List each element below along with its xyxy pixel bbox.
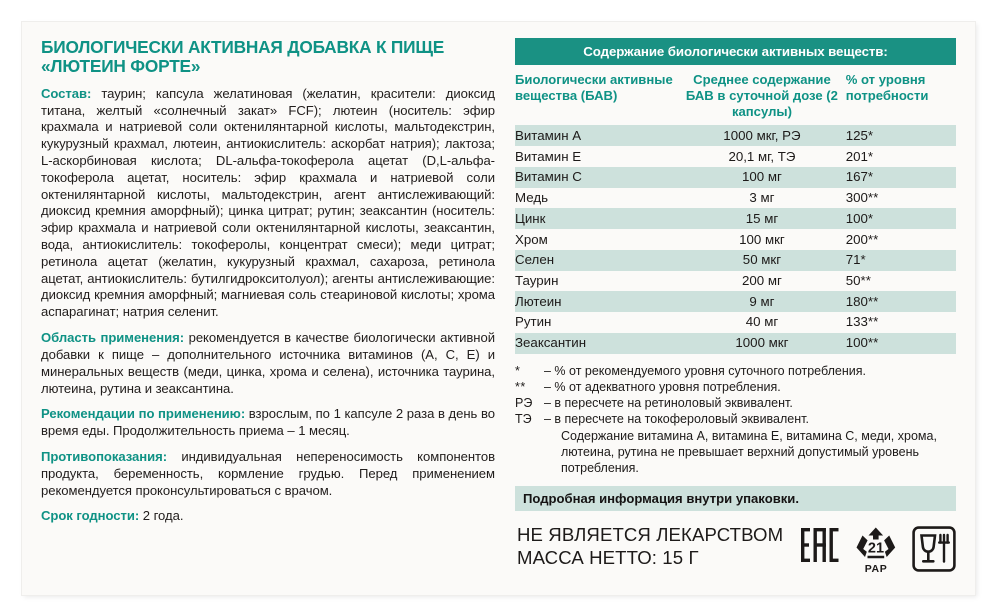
cell-substance: Витамин А bbox=[515, 125, 678, 146]
cell-percent: 180** bbox=[846, 291, 956, 312]
table-row bbox=[515, 146, 956, 167]
cell-percent: 133** bbox=[845, 314, 879, 330]
cell-amount: 3 мг bbox=[749, 190, 775, 206]
shelf-life-block bbox=[41, 508, 495, 525]
contraindications-text: индивидуальная непереносимость компонентов продукта, беременность, кормление грудью. Перед применением рекомендуется проконсультироваться с врачом. bbox=[41, 448, 495, 498]
cell-substance: Медь bbox=[515, 190, 549, 206]
usage-text: рекомендуется в качестве биологически активной добавки к пище – дополнительного источника витаминов (А, С, Е) и минеральных веществ (меди, цинка, хрома и селена), источника таурина, лютеина, рутина и зеаксантина. bbox=[41, 330, 495, 396]
cell-substance: Витамин С bbox=[515, 167, 678, 188]
footnote-marker: ** bbox=[515, 379, 526, 394]
footnote-double-star bbox=[515, 379, 956, 395]
table-row bbox=[515, 333, 956, 354]
column-header-amount: Среднее содержание БАВ в суточной дозе (2 капсулы) bbox=[685, 72, 838, 119]
cell-amount: 40 мг bbox=[745, 314, 779, 330]
page-title bbox=[41, 38, 495, 77]
composition-block bbox=[41, 86, 495, 321]
cell-substance: Витамин Е bbox=[515, 148, 582, 164]
recommendations-block bbox=[41, 406, 495, 440]
cell-substance: Хром bbox=[515, 231, 548, 247]
cell-amount: 1000 мкг, РЭ bbox=[678, 125, 846, 146]
cell-percent: 100** bbox=[846, 333, 956, 354]
cell-substance: Зеаксантин bbox=[515, 333, 678, 354]
right-nutrition-column bbox=[509, 22, 975, 595]
nutrition-table-body bbox=[515, 125, 956, 353]
composition-text: таурин; капсула желатиновая (желатин, красители: диоксид титана, желтый «солнечный закат» FCF); лютеин (носитель: эфир крахмала и натриевой соли октенилянтарной кислоты, мальтодекстрин, кукурузный крахмал, лютеин, антиокислитель: аскорбат натрия); лактоза; L-аскорбиновая кислота; DL-альфа-токоферола ацетат (D,L-альфа-токоферола ацетат, носитель: эфир крахмала и натриевой соли октенилянтарной кислоты, мальтодекстрин, агент антислеживающий: диоксид кремния аморфный); цинка цитрат; рутин; зеаксантин (носитель: эфир крахмала и натриевой соли октенилянтарной кислоты, зеаксантин, вода, антиокислитель: токоферолы, концентрат смеси); меди цитрат; ретинола ацетат (желатин, кукурузный крахмал, сахароза, ретинола ацетат, антиокислитель: бутилгидрокситолуол); агенты антислеживающие: диоксид кремния аморфный; магниевая соль стеариновой кислоты; хрома аспарагинат; натрия селенит. bbox=[41, 85, 495, 320]
certification-marks bbox=[800, 524, 956, 577]
cell-amount: 100 мг bbox=[678, 167, 846, 188]
cell-percent: 167* bbox=[846, 167, 956, 188]
product-title-line1: БИОЛОГИЧЕСКИ АКТИВНАЯ ДОБАВКА К ПИЩЕ bbox=[41, 37, 445, 57]
cell-percent: 71* bbox=[846, 250, 956, 271]
shelf-life-text: 2 года. bbox=[139, 508, 184, 524]
table-header-row bbox=[515, 68, 956, 125]
cell-percent: 100* bbox=[846, 208, 956, 229]
footnote-marker: ТЭ bbox=[515, 412, 532, 427]
product-title-line2: «ЛЮТЕИН ФОРТЕ» bbox=[41, 56, 201, 77]
recommendations-text: взрослым, по 1 капсуле 2 раза в день во время еды. Продолжительность приема – 1 месяц. bbox=[41, 406, 495, 439]
table-row bbox=[515, 250, 956, 271]
footnote-text: – в пересчете на токофероловый эквивалент. bbox=[544, 412, 809, 427]
footnote-single-star bbox=[515, 363, 956, 379]
not-a-medicine-text: НЕ ЯВЛЯЕТСЯ ЛЕКАРСТВОМ bbox=[517, 524, 784, 546]
cell-amount: 9 мг bbox=[678, 291, 846, 312]
contraindications-label: Противопоказания: bbox=[41, 448, 168, 464]
table-row bbox=[515, 188, 956, 209]
carton-panel bbox=[22, 22, 975, 595]
table-row bbox=[515, 208, 956, 229]
table-row bbox=[515, 125, 956, 146]
cell-substance: Рутин bbox=[515, 314, 552, 330]
cell-amount: 100 мкг bbox=[739, 231, 785, 247]
cell-amount: 1000 мкг bbox=[678, 333, 846, 354]
cell-percent: 200** bbox=[845, 231, 879, 247]
net-weight-text: МАССА НЕТТО: 15 Г bbox=[517, 546, 699, 568]
cell-substance: Лютеин bbox=[515, 291, 678, 312]
nutrition-table bbox=[515, 68, 956, 354]
contraindications-block bbox=[41, 449, 495, 499]
cell-substance: Цинк bbox=[515, 208, 678, 229]
pap-label: PAP bbox=[864, 563, 888, 576]
footnote-marker: * bbox=[515, 363, 521, 378]
eac-icon bbox=[800, 526, 840, 569]
cell-percent: 50** bbox=[845, 273, 871, 289]
column-header-substance: Биологически активные вещества (БАВ) bbox=[515, 72, 673, 103]
table-row bbox=[515, 312, 956, 333]
composition-label: Состав: bbox=[41, 85, 92, 101]
table-row bbox=[515, 291, 956, 312]
footnote-retinol-equivalent bbox=[515, 395, 956, 411]
cell-amount: 20,1 мг, ТЭ bbox=[728, 148, 796, 164]
cell-substance: Селен bbox=[515, 250, 678, 271]
table-row bbox=[515, 167, 956, 188]
usage-label: Область применения: bbox=[41, 330, 185, 346]
footnote-text: – в пересчете на ретиноловый эквивалент. bbox=[544, 396, 793, 411]
nutrition-table-banner: Содержание биологически активных веществ: bbox=[515, 38, 956, 65]
bottom-zone bbox=[515, 524, 956, 577]
footnote-tocopherol-equivalent bbox=[515, 411, 956, 427]
recommendations-label: Рекомендации по применению: bbox=[41, 406, 246, 422]
column-header-percent: % от уровня потребности bbox=[845, 72, 929, 103]
cell-substance: Таурин bbox=[515, 273, 559, 289]
more-info-band: Подробная информация внутри упаковки. bbox=[515, 486, 956, 511]
recycling-pap-icon bbox=[853, 526, 899, 575]
cell-percent: 300** bbox=[845, 190, 879, 206]
cell-amount: 200 мг bbox=[742, 273, 782, 289]
cell-percent: 201* bbox=[845, 148, 874, 164]
usage-block bbox=[41, 330, 495, 397]
footnote-text: – % от рекомендуемого уровня суточного потребления. bbox=[544, 363, 866, 378]
footnote-marker: РЭ bbox=[515, 396, 533, 411]
pap-number: 21 bbox=[867, 540, 885, 557]
cell-amount: 15 мг bbox=[678, 208, 846, 229]
left-information-column bbox=[22, 22, 509, 595]
shelf-life-label: Срок годности: bbox=[41, 508, 140, 524]
table-row bbox=[515, 229, 956, 250]
table-row bbox=[515, 271, 956, 292]
cell-amount: 50 мкг bbox=[678, 250, 846, 271]
legal-and-weight bbox=[515, 524, 783, 569]
food-safe-glass-fork-icon bbox=[912, 526, 956, 577]
footnote-text: – % от адекватного уровня потребления. bbox=[544, 379, 781, 394]
footnote-upper-limit-note: Содержание витамина А, витамина Е, витамина С, меди, хрома, лютеина, рутина не превышает верхний допустимый уровень потребления. bbox=[561, 428, 937, 476]
footnotes bbox=[515, 363, 956, 477]
cell-percent: 125* bbox=[846, 125, 956, 146]
